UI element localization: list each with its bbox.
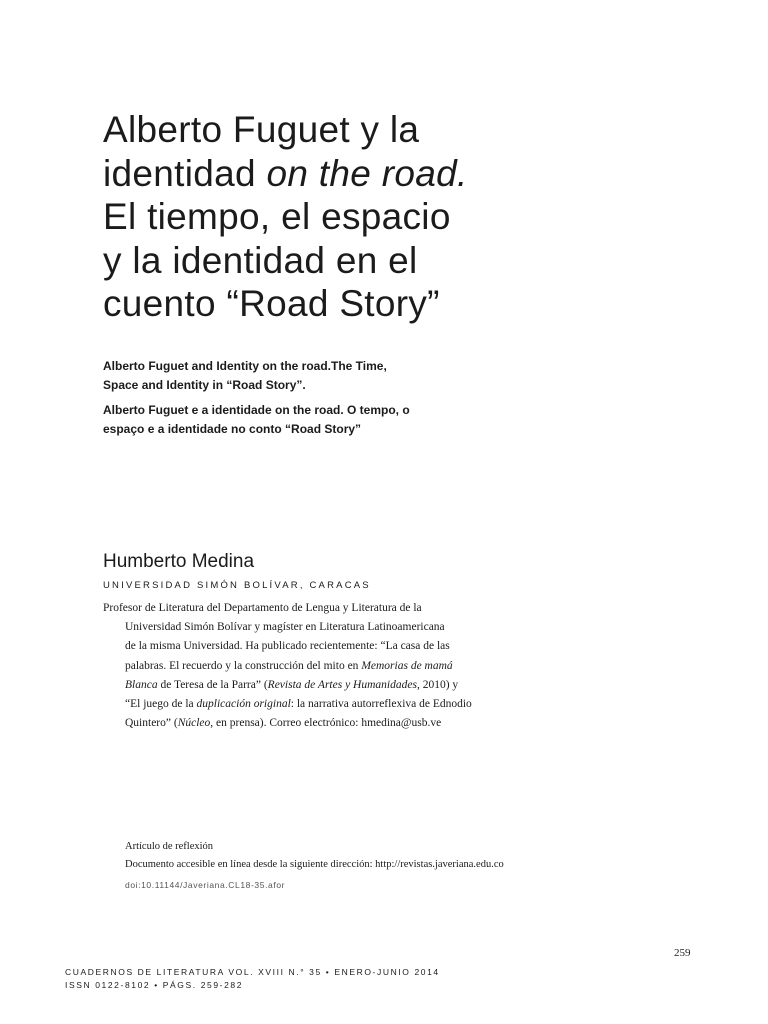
author-name: Humberto Medina	[103, 551, 255, 572]
bio-line-5-end: , 2010) y	[416, 678, 459, 691]
journal-footer	[65, 966, 440, 992]
portuguese-title-line-1: Alberto Fuguet e a identidade on the road. O tempo, o	[103, 403, 410, 417]
author-affiliation: UNIVERSIDAD SIMÓN BOLÍVAR, CARACAS	[103, 580, 371, 591]
article-title	[103, 108, 663, 326]
bio-work-title-1: Memorias de mamá	[361, 659, 453, 672]
bio-line-4	[103, 657, 483, 676]
article-access: Documento accesible en línea desde la siguiente dirección: http://revistas.javeriana.edu.co	[125, 859, 504, 870]
bio-work-title-1-end: Blanca	[125, 678, 158, 691]
footer-issn-line: ISSN 0122-8102 • PÁGS. 259-282	[65, 980, 244, 990]
translated-titles	[103, 357, 503, 439]
title-line-3: El tiempo, el espacio	[103, 196, 451, 237]
page-number: 259	[674, 947, 691, 959]
bio-line-5	[103, 676, 483, 695]
bio-line-7-end: , en prensa). Correo electrónico: hmedina@usb.ve	[210, 717, 442, 730]
bio-line-7-start: Quintero” (	[125, 717, 178, 730]
english-title-line-1: Alberto Fuguet and Identity on the road.The Time,	[103, 359, 387, 373]
title-line-2-italic: on the road.	[266, 152, 468, 194]
bio-work-title-2: duplicación original	[196, 698, 291, 711]
bio-line-2: Universidad Simón Bolívar y magíster en Literatura Latinoamericana	[125, 621, 445, 634]
bio-line-5-text: de Teresa de la Parra” (	[157, 678, 268, 691]
title-line-2-plain: identidad	[103, 152, 267, 194]
article-doi: doi:10.11144/Javeriana.CL18-35.afor	[125, 880, 286, 890]
bio-journal-2: Núcleo	[177, 717, 211, 730]
bio-journal-1: Revista de Artes y Humanidades	[267, 678, 417, 691]
title-line-5: cuento “Road Story”	[103, 283, 440, 324]
article-info	[125, 838, 504, 894]
english-title-line-2: Space and Identity in “Road Story”.	[103, 378, 306, 392]
title-line-4: y la identidad en el	[103, 239, 418, 281]
title-line-2	[103, 152, 663, 196]
author-bio	[103, 599, 483, 733]
bio-line-6-end: : la narrativa autorreflexiva de Ednodio	[290, 698, 472, 711]
bio-line-7	[103, 714, 483, 733]
bio-line-1: Profesor de Literatura del Departamento de Lengua y Literatura de la	[103, 602, 422, 614]
article-type: Artículo de reflexión	[125, 841, 214, 852]
portuguese-title-line-2: espaço e a identidade no conto “Road Story”	[103, 422, 362, 436]
footer-journal-line: CUADERNOS DE LITERATURA VOL. XVIII N.° 35 • ENERO-JUNIO 2014	[65, 967, 440, 977]
bio-line-3: de la misma Universidad. Ha publicado recientemente: “La casa de las	[125, 640, 450, 653]
bio-line-6-start: “El juego de la	[125, 698, 197, 711]
bio-line-4-text: palabras. El recuerdo y la construcción del mito en	[125, 659, 362, 672]
title-line-1: Alberto Fuguet y la	[103, 109, 420, 150]
bio-line-6	[103, 695, 483, 714]
